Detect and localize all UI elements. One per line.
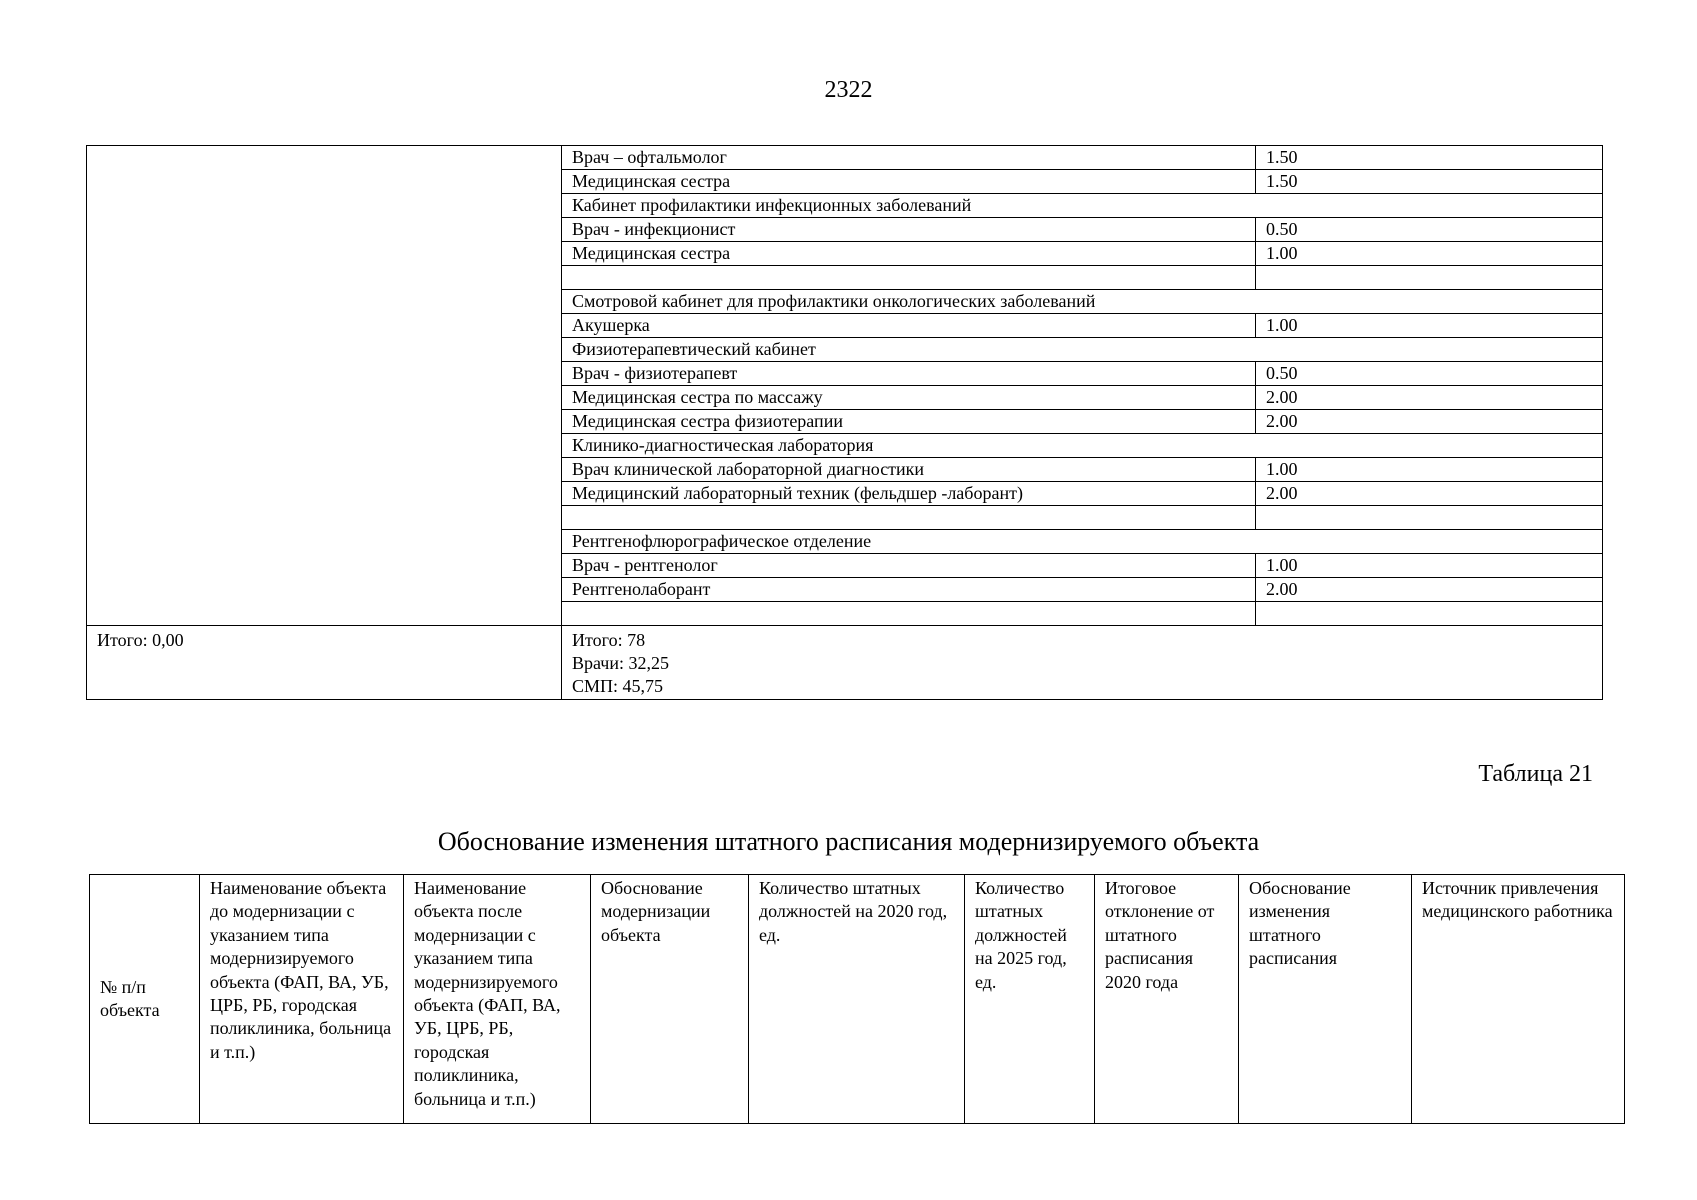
section-title: Смотровой кабинет для профилактики онкологических заболеваний [562,290,1603,314]
table-caption: Обоснование изменения штатного расписания модернизируемого объекта [437,827,1260,856]
position-name: Рентгенолаборант [562,578,1256,602]
position-name [562,266,1256,290]
position-name: Акушерка [562,314,1256,338]
totals-line: Врачи: 32,25 [572,653,669,673]
object-before-cell [87,146,562,626]
section-title: Рентгенофлюрографическое отделение [562,530,1603,554]
staff-table [86,145,1603,700]
position-rate: 1.00 [1256,314,1603,338]
position-rate: 1.00 [1256,554,1603,578]
totals-after [562,626,1603,700]
position-name: Врач – офтальмолог [562,146,1256,170]
position-rate [1256,266,1603,290]
position-rate: 1.00 [1256,458,1603,482]
staff-row [87,146,1603,170]
position-name: Врач - физиотерапевт [562,362,1256,386]
header-name-before: Наименование объекта до модернизации с указанием типа модернизируемого объекта (ФАП, ВА, УБ, ЦРБ, РБ, городская поликлиника, больница и т.п.) [200,875,404,1124]
totals-line: СМП: 45,75 [572,676,664,696]
page-number: 2322 [824,77,873,103]
totals-row [87,626,1603,700]
position-rate: 1.00 [1256,242,1603,266]
header-staff-source: Источник привлечения медицинского работника [1412,875,1625,1124]
header-name-after: Наименование объекта после модернизации с указанием типа модернизируемого объекта (ФАП, ВА, УБ, ЦРБ, РБ, городская поликлиника, больница и т.п.) [404,875,591,1124]
position-name: Врач клинической лабораторной диагностики [562,458,1256,482]
position-rate: 1.50 [1256,146,1603,170]
position-name: Медицинская сестра физиотерапии [562,410,1256,434]
header-modernization-reason: Обоснование модернизации объекта [591,875,749,1124]
totals-before: Итого: 0,00 [87,626,562,700]
position-rate [1256,602,1603,626]
position-name: Медицинская сестра [562,242,1256,266]
section-title: Кабинет профилактики инфекционных заболеваний [562,194,1603,218]
position-rate: 2.00 [1256,386,1603,410]
position-rate [1256,506,1603,530]
justification-header-row [90,875,1625,1124]
position-rate: 1.50 [1256,170,1603,194]
section-title: Клинико-диагностическая лаборатория [562,434,1603,458]
position-name: Врач - рентгенолог [562,554,1256,578]
position-name: Медицинская сестра по массажу [562,386,1256,410]
position-name: Врач - инфекционист [562,218,1256,242]
position-rate: 2.00 [1256,410,1603,434]
position-name: Медицинская сестра [562,170,1256,194]
header-deviation: Итоговое отклонение от штатного расписания 2020 года [1095,875,1239,1124]
totals-line: Итого: 78 [572,630,646,650]
position-rate: 0.50 [1256,218,1603,242]
header-positions-2025: Количество штатных должностей на 2025 год, ед. [965,875,1095,1124]
header-change-reason: Обоснование изменения штатного расписания [1239,875,1412,1124]
position-name [562,602,1256,626]
section-title: Физиотерапевтический кабинет [562,338,1603,362]
header-object-number: № п/п объекта [90,875,200,1124]
position-name: Медицинский лабораторный техник (фельдшер -лаборант) [562,482,1256,506]
position-rate: 2.00 [1256,482,1603,506]
position-rate: 0.50 [1256,362,1603,386]
table-number-label: Таблица 21 [1478,761,1593,787]
position-name [562,506,1256,530]
justification-table [89,874,1625,1124]
position-rate: 2.00 [1256,578,1603,602]
header-positions-2020: Количество штатных должностей на 2020 год, ед. [749,875,965,1124]
